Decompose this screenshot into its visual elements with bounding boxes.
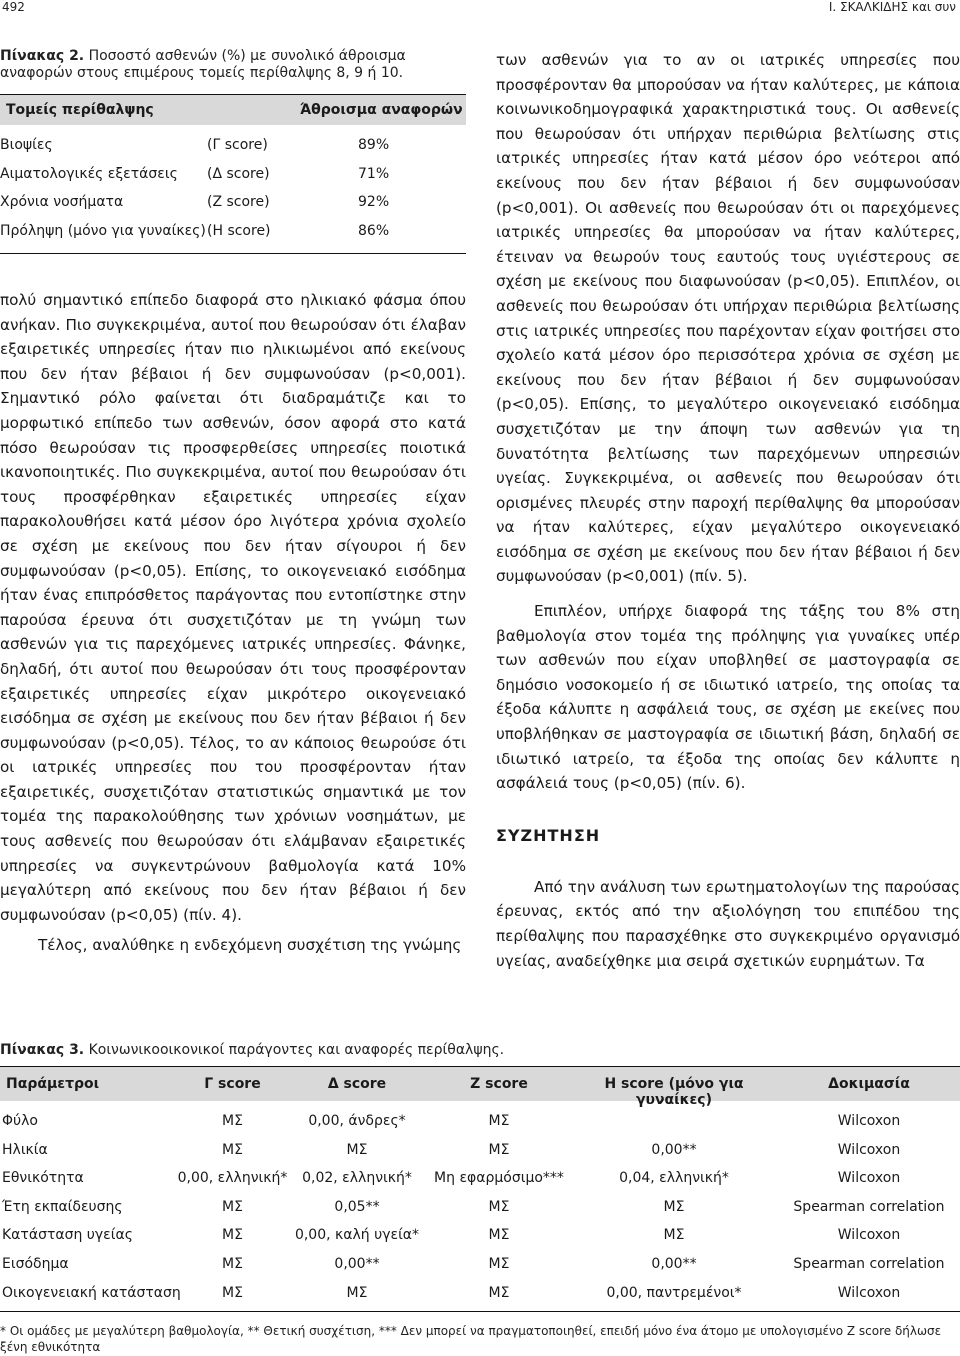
section-title: ΣΥΖΗΤΗΣΗ	[496, 825, 601, 845]
table3-label: Πίνακας 3.	[0, 1042, 85, 1058]
table3-cell: ΜΣ	[488, 1227, 510, 1244]
table-row	[0, 1221, 960, 1250]
table-row	[0, 1250, 960, 1279]
table3-cell: 0,00**	[651, 1141, 697, 1158]
table2-col-sectors: Τομείς περίθαλψης	[6, 102, 154, 118]
table3-cell: Wilcoxon	[837, 1284, 901, 1301]
table-row	[0, 1193, 960, 1222]
table3-cell: Οικογενειακή κατάσταση	[2, 1284, 181, 1301]
page-number: 492	[2, 0, 25, 14]
table3-cell: Ηλικία	[2, 1141, 48, 1158]
table3-cell: ΜΣ	[488, 1255, 510, 1272]
table2-caption-text: Ποσοστό ασθενών (%) με συνολικό άθροισμα αναφορών στους επιμέρους τομείς περίθαλψης 8, 9 ή 10.	[0, 48, 406, 81]
table2-sector: Πρόληψη (μόνο για γυναίκες)	[0, 222, 206, 239]
table3-cell: Wilcoxon	[837, 1141, 901, 1158]
table3-cell: ΜΣ	[222, 1198, 243, 1215]
table3-cell: 0,00, άνδρες*	[308, 1113, 406, 1129]
table3-caption-text: Κοινωνικοοικονικοί παράγοντες και αναφορές περίθαλψης.	[88, 1042, 505, 1058]
table2-value: 89%	[358, 137, 390, 153]
table3-cell: ΜΣ	[663, 1198, 685, 1215]
table3-col-params: Παράμετροι	[6, 1076, 100, 1092]
table2-header	[0, 95, 466, 125]
table3	[0, 1066, 960, 1312]
table3-cell: ΜΣ	[346, 1284, 368, 1301]
running-title: Ι. ΣΚΑΛΚΙΔΗΣ και συν	[828, 0, 956, 14]
left-column	[0, 48, 466, 958]
right-paragraph-3: Από την ανάλυση των ερωτηματολογίων της παρούσας έρευνας, εκτός από την αξιολόγηση του επιπέδου της περίθαλψης που παρασχέθηκε στο συγκεκριμένο οργανισμό υγείας, αναδείχθηκε μια σειρά σχετικών ευρημάτων. Τα	[496, 877, 960, 970]
table2-label: Πίνακας 2.	[0, 48, 85, 64]
left-paragraph-1: πολύ σημαντικό επίπεδο διαφορά στο ηλικιακό φάσμα όπου ανήκαν. Πιο συγκεκριμένα, αυτοί που θεωρούσαν ότι έλαβαν εξαιρετικές υπηρεσίες ήταν πιο ηλικιωμένοι από εκείνους που δεν ήταν βέβαιοι ή δεν συμφωνούσαν (p<0,001). Σημαντικό ρόλο φαίνεται ότι διαδραμάτιζε και το μορφωτικό επίπεδο των ασθενών, όσον αφορά στο κατά πόσο θεωρούσαν τις προσφερθείσες υπηρεσίες ποιοτικά ικανοποιητικές. Πιο συγκεκριμένα, αυτοί που θεωρούσαν ότι τους προσφέρθηκαν εξαιρετικές υπηρεσίες είχαν παρακολουθήσει κατά μέσον όρο λιγότερα χρόνια σχολείο σε σχέση με εκείνους που δεν ήταν σίγουροι ή δεν συμφωνούσαν (p<0,05). Επίσης, το οικογενειακό εισόδημα ήταν ένας επιπρόσθετος παράγοντας που εντοπίστηκε στην παρούσα έρευνα ότι συσχετιζόταν με τη γνώμη των ασθενών για τις παρεχόμενες ιατρικές υπηρεσίες. Φάνηκε, δηλαδή, ότι αυτοί που θεωρούσαν ότι τους προσφέρονταν εξαιρετικές υπηρεσίες είχαν μικρότερο οικογενειακό εισόδημα σε σχέση με εκείνους που δεν ήταν βέβαιοι ή δεν συμφωνούσαν (p<0,05). Τέλος, το αν κάποιος θεωρούσε ότι οι ιατρικές υπηρεσίες που του προσφέρονταν ήταν εξαιρετικές, συσχετιζόταν στατιστικώς σημαντικά με τον τομέα της παρακολούθησης των χρόνιων νοσημάτων, με τους ασθενείς που θεωρούσαν ότι ελάμβαναν εξαιρετικές υπηρεσίες να συγκεντρώνουν βαθμολογία κατά 10% μεγαλύτερη από εκείνους που δεν ήταν βέβαιοι ή δεν συμφωνούσαν (p<0,05) (πίν. 4).	[0, 291, 466, 924]
table3-cell: ΜΣ	[222, 1113, 243, 1129]
table2-col-sum: Άθροισμα αναφορών	[300, 102, 463, 118]
table3-cell: 0,02, ελληνική*	[302, 1170, 412, 1187]
table-row	[0, 217, 466, 246]
right-column	[496, 48, 960, 973]
table-row	[0, 1107, 960, 1136]
table3-col-test: Δοκιμασία	[828, 1076, 910, 1092]
table3-col-z: Z score	[470, 1076, 528, 1092]
table3-cell: Spearman correlation	[793, 1198, 945, 1215]
table3-cell: Έτη εκπαίδευσης	[2, 1198, 123, 1215]
table3-cell: 0,05**	[334, 1198, 380, 1215]
table3-cell: Φύλο	[2, 1113, 38, 1129]
table3-bottom-rule	[0, 1311, 960, 1312]
table3-cell: 0,00, παντρεμένοι*	[606, 1284, 742, 1301]
table3-cell: Εισόδημα	[2, 1255, 69, 1272]
table3-cell: Wilcoxon	[837, 1227, 901, 1244]
table3-header	[0, 1067, 960, 1108]
table3-cell: Κατάσταση υγείας	[2, 1227, 133, 1244]
table2-sector: Χρόνια νοσήματα	[0, 194, 124, 210]
table2-score: (H score)	[207, 222, 271, 239]
table2-value: 92%	[358, 194, 390, 210]
table2-caption	[0, 48, 466, 82]
table3-cell: ΜΣ	[488, 1141, 510, 1158]
table3-cell: 0,00, ελληνική*	[177, 1170, 288, 1187]
table3-caption	[0, 1042, 504, 1058]
table2-score: (Δ score)	[207, 165, 270, 182]
table3-col-g: Γ score	[204, 1076, 261, 1092]
table2-score: (Z score)	[207, 194, 270, 210]
table2-sector: Βιοψίες	[0, 137, 53, 153]
table3-cell: Wilcoxon	[837, 1170, 901, 1187]
table-row	[0, 1136, 960, 1165]
table3-cell: ΜΣ	[222, 1141, 243, 1158]
table-row	[0, 131, 466, 160]
table3-cell: 0,00**	[651, 1255, 697, 1272]
table3-col-h: H score (μόνο για γυναίκες)	[604, 1076, 744, 1108]
table3-cell: Μη εφαρμόσιμο***	[434, 1170, 564, 1187]
table3-cell: ΜΣ	[222, 1284, 243, 1301]
table3-cell: Wilcoxon	[837, 1113, 901, 1129]
left-paragraph-2: Τέλος, αναλύθηκε η ενδεχόμενη συσχέτιση της γνώμης	[38, 936, 462, 955]
table-row	[0, 1279, 960, 1308]
table2	[0, 94, 466, 254]
table2-value: 71%	[358, 165, 390, 182]
table3-footnote: * Οι ομάδες με μεγαλύτερη βαθμολογία, ** Θετική συσχέτιση, *** Δεν μπορεί να πραγματοποιηθεί, επειδή μόνο ένα άτομο με υπολογισμένο Z score δήλωσε ξένη εθνικότητα	[0, 1324, 942, 1354]
table3-cell: ΜΣ	[222, 1255, 243, 1272]
table-row	[0, 1164, 960, 1193]
table2-score: (Γ score)	[207, 137, 268, 153]
table3-cell: 0,00**	[334, 1255, 380, 1272]
table-row	[0, 160, 466, 189]
table2-value: 86%	[358, 222, 390, 239]
right-paragraph-1: των ασθενών για το αν οι ιατρικές υπηρεσίες που προσφέρονταν θα μπορούσαν να ήταν καλύτερες, με κάποια κοινωνικοδημογραφικά χαρακτηριστικά τους. Οι ασθενείς που θεωρούσαν ότι υπήρχαν περιθώρια βελτίωσης στις ιατρικές υπηρεσίες ήταν κατά μέσον όρο νεότεροι από εκείνους που δεν ήταν βέβαιοι ή δεν συμφωνούσαν (p<0,001). Οι ασθενείς που θεωρούσαν ότι οι παρεχόμενες ιατρικές υπηρεσίες θα μπορούσαν να ήταν καλύτερες, έτειναν να θεωρούν τους εαυτούς τους υγιέστερους σε σχέση με εκείνους που διαφωνούσαν (p<0,05). Επιπλέον, οι ασθενείς που θεωρούσαν ότι υπήρχαν περιθώρια βελτίωσης στις ιατρικές υπηρεσίες που παρέχονταν είχαν φοιτήσει στο σχολείο κατά μέσον όρο περισσότερα χρόνια σε σχέση με εκείνους που δεν ήταν βέβαιοι ή δεν συμφωνούσαν (p<0,05). Επίσης, το μεγαλύτερο οικογενειακό εισόδημα συσχετιζόταν με την άποψη των ασθενών για τη δυνατότητα βελτίωσης των παρεχόμενων υπηρεσιών υγείας. Συγκεκριμένα, οι ασθενείς που θεωρούσαν ότι ορισμένες πλευρές στην παροχή περίθαλψης θα μπορούσαν να ήταν καλύτερες, είχαν μεγαλύτερο οικογενειακό εισόδημα σε σχέση με εκείνους που δεν ήταν βέβαιοι ή δεν συμφωνούσαν (p<0,001) (πίν. 5).	[496, 51, 960, 586]
table3-cell: ΜΣ	[346, 1141, 368, 1158]
table3-cell: ΜΣ	[488, 1198, 510, 1215]
table3-col-d: Δ score	[327, 1076, 387, 1092]
table2-sector: Αιματολογικές εξετάσεις	[0, 165, 178, 182]
table3-cell: ΜΣ	[488, 1113, 510, 1129]
table3-cell: 0,00, καλή υγεία*	[294, 1227, 420, 1244]
table3-cell: ΜΣ	[663, 1227, 685, 1244]
table3-cell: Εθνικότητα	[2, 1170, 84, 1187]
table3-cell: ΜΣ	[488, 1284, 510, 1301]
table3-cell: ΜΣ	[222, 1227, 243, 1244]
table3-cell: Spearman correlation	[793, 1255, 945, 1272]
table3-cell: 0,04, ελληνική*	[619, 1170, 729, 1187]
right-paragraph-2: Επιπλέον, υπήρχε διαφορά της τάξης του 8% στη βαθμολογία στον τομέα της πρόληψης για γυναίκες υπέρ των ασθενών που είχαν υποβληθεί σε μαστογραφία σε δημόσιο νοσοκομείο ή σε ιδιωτικό ιατρείο, της οποίας τα έξοδα κάλυπτε η ασφάλειά τους, σε σχέση με εκείνες που υποβλήθηκαν σε μαστογραφία σε ιδιωτική βάση, δηλαδή σε ιδιωτικό ιατρείο, τα έξοδα της οποίας δεν κάλυπτε η ασφάλειά τους (p<0,05) (πίν. 6).	[496, 602, 960, 793]
table-row	[0, 188, 466, 217]
